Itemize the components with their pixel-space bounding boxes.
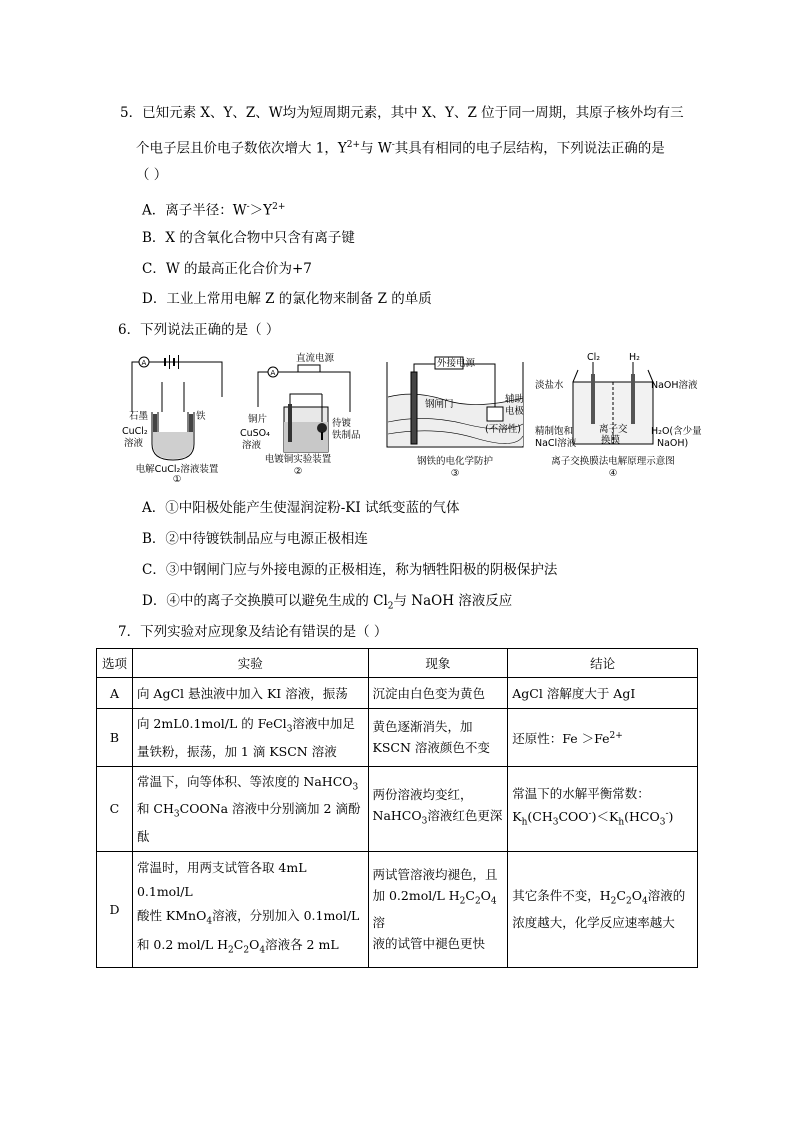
q6-option-d: D．④中的离子交换膜可以避免生成的 $Cl_2$与 NaOH 溶液反应 <box>142 593 513 612</box>
q7-experiment-table <box>96 648 698 968</box>
table-row-c <box>97 766 698 851</box>
fig2-label-solution2: 溶液 <box>242 440 262 451</box>
table-row-b <box>97 709 698 767</box>
fig1-label-iron: 铁 <box>196 411 206 422</box>
fig3-aux-label3: (不溶性) <box>485 424 521 435</box>
row-d-conclusion: 其它条件不变，$H_2C_2O_4$溶液的 浓度越大，化学反应速率越大 <box>508 851 698 967</box>
row-c-option: C <box>97 766 133 851</box>
figure-4-ion-exchange-electrolysis <box>533 352 702 482</box>
fig4-cl2-label: Cl₂ <box>587 352 601 363</box>
figure-1-cucl2-electrolysis <box>122 352 232 485</box>
q6-stem: 6．下列说法正确的是（ ） <box>118 322 280 338</box>
fig3-aux-label2: 电极 <box>505 406 525 417</box>
row-d-phenomenon: 两试管溶液均褪色，且 加 0.2mol/L $H_2C_2O_4$ 溶 液的试管中褪色更快 <box>368 851 508 967</box>
fig4-left-label1: 淡盐水 <box>535 380 564 391</box>
fig1-caption: 电解CuCl₂溶液装置 <box>135 464 219 475</box>
fig1-label-solution2: 溶液 <box>124 438 144 449</box>
fig2-power-label: 直流电源 <box>296 353 335 364</box>
q5-stem-line2: 个电子层且价电子数依次增大 1，$Y^{2+}$与 W-其具有相同的电子层结构，下列说法正确的是 <box>136 140 665 157</box>
table-row-d <box>97 851 698 967</box>
row-a-phenomenon: 沉淀由白色变为黄色 <box>368 678 508 709</box>
q7-stem: 7．下列实验对应现象及结论有错误的是（ ） <box>118 624 388 640</box>
row-c-phenomenon: 两份溶液均变红， NaHCO$_3$溶液红色更深 <box>368 766 508 851</box>
fig4-number: ④ <box>608 468 618 479</box>
header-conclusion: 结论 <box>508 649 698 678</box>
fig4-caption: 离子交换膜法电解原理示意图 <box>551 456 675 467</box>
row-b-option: B <box>97 709 133 767</box>
q5-option-a: A．离子半径：$W^->Y^{2+}$ <box>142 202 286 219</box>
q5-stem-line1: 5．已知元素 X、Y、Z、W均为短周期元素，其中 X、Y、Z 位于同一周期，其原子核外均有三 <box>120 105 684 121</box>
q5-option-c: C．W 的最高正化合价为+7 <box>142 261 312 277</box>
row-d-experiment: 常温时，用两支试管各取 4mL 0.1mol/L 酸性 KMnO$_4$溶液，分别加入 0.1mol/L 和 0.2 mol/L $H_2C_2O_4$溶液各 2 mL <box>132 851 368 967</box>
fig4-right-label2: H₂O(含少量 <box>651 426 702 437</box>
row-c-experiment: 常温下，向等体积、等浓度的 NaHCO$_3$ 和 $CH_3COONa$ 溶液中分别滴加 2 滴酚酞 <box>132 766 368 851</box>
fig4-right-label1: NaOH溶液 <box>651 380 698 391</box>
fig2-label-solution1: CuSO₄ <box>240 428 270 439</box>
fig4-left-label2: 精制饱和 <box>535 426 574 437</box>
table-header-row <box>97 649 698 678</box>
fig3-number: ③ <box>450 468 460 479</box>
fig2-label-copper: 铜片 <box>248 414 268 425</box>
fig3-power-label: 外接电源 <box>437 358 476 369</box>
q6-option-b: B．②中待镀铁制品应与电源正极相连 <box>142 531 368 547</box>
q5-answer-paren: （ ） <box>136 167 168 183</box>
row-d-option: D <box>97 851 133 967</box>
table-row-a <box>97 678 698 709</box>
svg-text:A: A <box>270 369 276 377</box>
fig4-membrane-label1: 离子交 <box>599 424 628 435</box>
fig2-number: ② <box>293 466 303 477</box>
fig4-left-label3: NaCl溶液 <box>535 438 577 449</box>
fig3-caption: 钢铁的电化学防护 <box>416 456 494 467</box>
fig1-label-graphite: 石墨 <box>128 411 148 422</box>
q5-option-b: B．X 的含氧化合物中只含有离子键 <box>142 230 355 246</box>
row-b-phenomenon: 黄色逐渐消失，加 KSCN 溶液颜色不变 <box>368 709 508 767</box>
fig2-label-item2: 铁制品 <box>332 430 361 441</box>
q6-option-c: C．③中钢闸门应与外接电源的正极相连，称为牺牲阳极的阴极保护法 <box>142 562 558 578</box>
row-b-conclusion: 还原性：$Fe >Fe^{2+}$ <box>508 709 698 767</box>
row-a-experiment: 向 AgCl 悬浊液中加入 KI 溶液，振荡 <box>132 678 368 709</box>
fig4-h2-label: H₂ <box>629 352 640 363</box>
fig4-membrane-label2: 换膜 <box>601 435 621 446</box>
fig2-caption: 电镀铜实验装置 <box>264 454 332 465</box>
figure-2-copper-plating <box>240 352 360 482</box>
fig3-gate-label: 钢闸门 <box>425 399 454 410</box>
header-phenomenon: 现象 <box>368 649 508 678</box>
header-option: 选项 <box>97 649 133 678</box>
row-a-option: A <box>97 678 133 709</box>
fig1-label-solution1: CuCl₂ <box>122 426 148 437</box>
q6-option-a: A．①中阳极处能产生使湿润淀粉-KI 试纸变蓝的气体 <box>142 500 460 516</box>
figure-3-steel-protection <box>385 352 527 482</box>
fig4-right-label3: NaOH) <box>657 438 689 449</box>
header-experiment: 实验 <box>132 649 368 678</box>
svg-text:A: A <box>141 359 147 367</box>
q5-option-d: D．工业上常用电解 Z 的氯化物来制备 Z 的单质 <box>142 291 432 307</box>
row-c-conclusion: 常温下的水解平衡常数： $K_h(CH_3COO^-)<K_h(HCO_3^-)$ <box>508 766 698 851</box>
fig2-label-item1: 待镀 <box>332 418 352 429</box>
row-b-experiment: 向 2mL0.1mol/L 的 FeCl$_3$溶液中加足 量铁粉，振荡，加 1 滴 KSCN 溶液 <box>132 709 368 767</box>
row-a-conclusion: AgCl 溶解度大于 AgI <box>508 678 698 709</box>
fig3-aux-label1: 辅助 <box>505 394 525 405</box>
fig1-number: ① <box>172 474 182 485</box>
